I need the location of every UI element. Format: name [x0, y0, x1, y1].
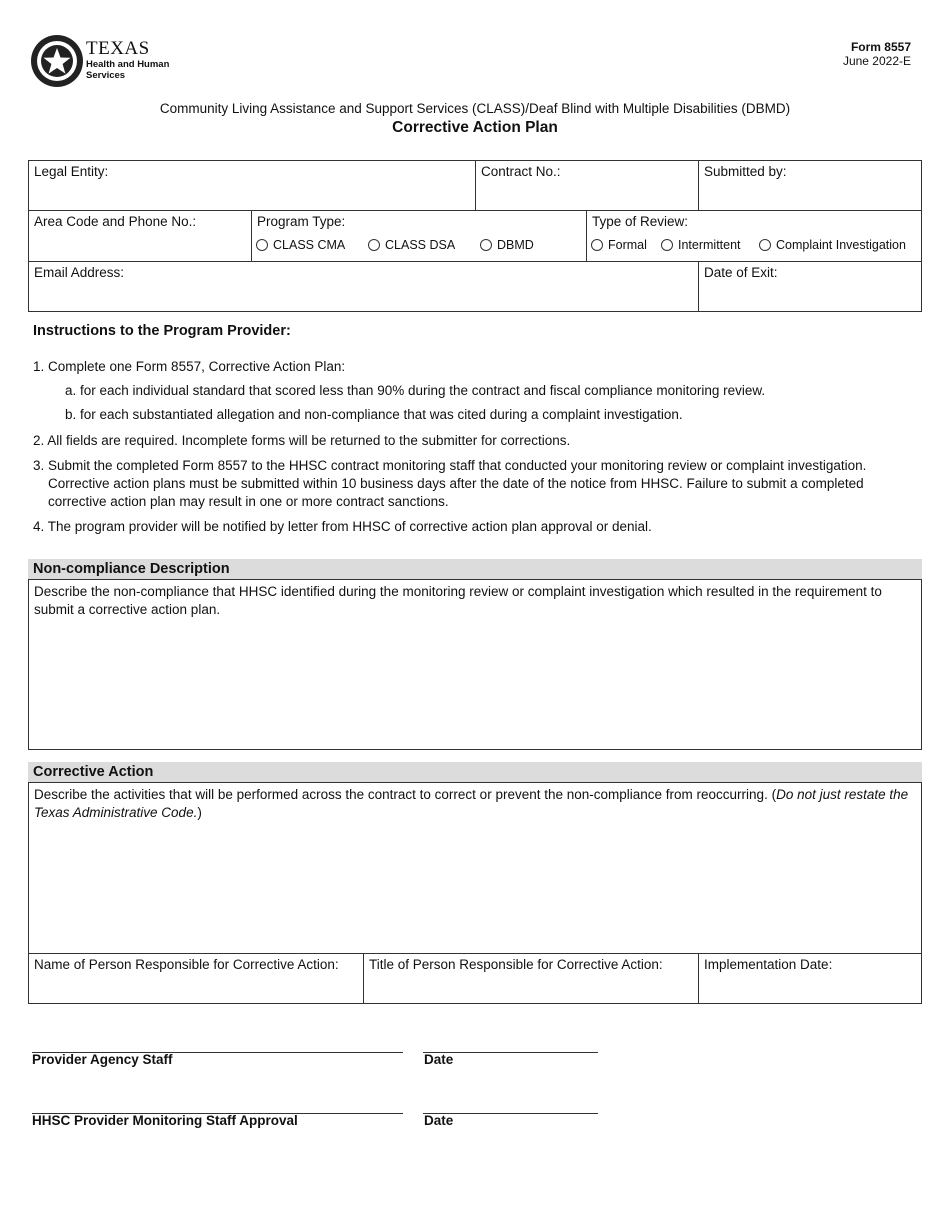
phone-label: Area Code and Phone No.: [34, 214, 197, 229]
implementation-date-field[interactable] [698, 953, 922, 1004]
email-label: Email Address: [34, 265, 125, 280]
program-type-options [256, 238, 534, 252]
instructions-heading: Instructions to the Program Provider: [33, 323, 291, 339]
form-subtitle: Community Living Assistance and Support Services (CLASS)/Deaf Blind with Multiple Disabilities (DBMD) [159, 101, 791, 116]
instruction-item-2: 2. All fields are required. Incomplete forms will be returned to the submitter for corrections. [33, 433, 571, 448]
submitted-by-label: Submitted by: [704, 164, 787, 179]
program-type-group [251, 210, 587, 262]
corrective-action-field[interactable] [28, 782, 922, 954]
hhsc-date-label: Date [424, 1113, 454, 1128]
instruction-item-3-line2: Corrective action plans must be submitted within 10 business days after the date of the notice from HHSC. Failure to submit a completed [48, 476, 864, 491]
page-title: Corrective Action Plan [392, 119, 558, 136]
form-number: Form 8557 [850, 40, 911, 54]
radio-icon[interactable] [256, 239, 268, 251]
responsible-person-name-field[interactable] [28, 953, 364, 1004]
responsible-person-title-label: Title of Person Responsible for Corrective Action: [369, 957, 663, 972]
responsible-person-name-label: Name of Person Responsible for Corrective Action: [34, 957, 339, 972]
program-option-class-cma[interactable]: CLASS CMA [256, 238, 368, 252]
review-option-formal[interactable]: Formal [591, 238, 661, 252]
instruction-item-1b: b. for each substantiated allegation and non-compliance that was cited during a complaint investigation. [65, 407, 683, 422]
submitted-by-field[interactable] [698, 160, 922, 211]
corrective-action-label: Describe the activities that will be performed across the contract to correct or prevent the non-compliance from reoccurring. (Do not just restate the Texas Administrative Code.) [34, 787, 909, 820]
contract-no-label: Contract No.: [481, 164, 561, 179]
email-field[interactable] [28, 261, 699, 312]
contract-no-field[interactable] [475, 160, 699, 211]
program-type-label: Program Type: [257, 214, 346, 229]
form-number-block [843, 40, 911, 68]
corrective-action-heading: Corrective Action [28, 762, 922, 782]
hhsc-staff-label: HHSC Provider Monitoring Staff Approval [32, 1113, 298, 1128]
noncompliance-description-field[interactable] [28, 579, 922, 750]
responsible-person-title-field[interactable] [363, 953, 699, 1004]
review-option-complaint-investigation[interactable]: Complaint Investigation [759, 238, 906, 252]
date-of-exit-field[interactable] [698, 261, 922, 312]
texas-hhs-logo [30, 34, 170, 90]
type-of-review-label: Type of Review: [592, 214, 689, 229]
form-date: June 2022-E [842, 54, 911, 68]
logo-subtext-2: Services [86, 70, 126, 81]
provider-date-label: Date [424, 1052, 454, 1067]
radio-icon[interactable] [480, 239, 492, 251]
texas-seal-icon [30, 34, 84, 88]
logo-subtext-1: Health and Human [86, 59, 170, 70]
instruction-item-3: 3. Submit the completed Form 8557 to the HHSC contract monitoring staff that conducted your monitoring review or complaint investigation. [33, 458, 867, 473]
program-option-class-dsa[interactable]: CLASS DSA [368, 238, 480, 252]
implementation-date-label: Implementation Date: [704, 957, 833, 972]
radio-icon[interactable] [591, 239, 603, 251]
noncompliance-heading: Non-compliance Description [28, 559, 922, 579]
radio-icon[interactable] [759, 239, 771, 251]
instruction-item-4: 4. The program provider will be notified by letter from HHSC of corrective action plan approval or denial. [33, 519, 652, 534]
review-type-options [591, 238, 906, 252]
type-of-review-group [586, 210, 922, 262]
provider-staff-label: Provider Agency Staff [32, 1052, 173, 1067]
legal-entity-label: Legal Entity: [34, 164, 109, 179]
radio-icon[interactable] [368, 239, 380, 251]
instruction-item-3-line3: corrective action plan may result in one or more contract sanctions. [48, 494, 449, 509]
review-option-intermittent[interactable]: Intermittent [661, 238, 759, 252]
legal-entity-field[interactable] [28, 160, 476, 211]
phone-field[interactable] [28, 210, 252, 262]
date-of-exit-label: Date of Exit: [704, 265, 778, 280]
program-option-dbmd[interactable]: DBMD [480, 238, 534, 252]
instruction-item-1: 1. Complete one Form 8557, Corrective Action Plan: [33, 359, 346, 374]
radio-icon[interactable] [661, 239, 673, 251]
logo-texas-text: TEXAS [86, 38, 150, 59]
instruction-item-1a: a. for each individual standard that scored less than 90% during the contract and fiscal compliance monitoring review. [65, 383, 766, 398]
noncompliance-description-label: Describe the non-compliance that HHSC identified during the monitoring review or complaint investigation which resulted in the requirement to submit a corrective action plan. [34, 584, 882, 617]
